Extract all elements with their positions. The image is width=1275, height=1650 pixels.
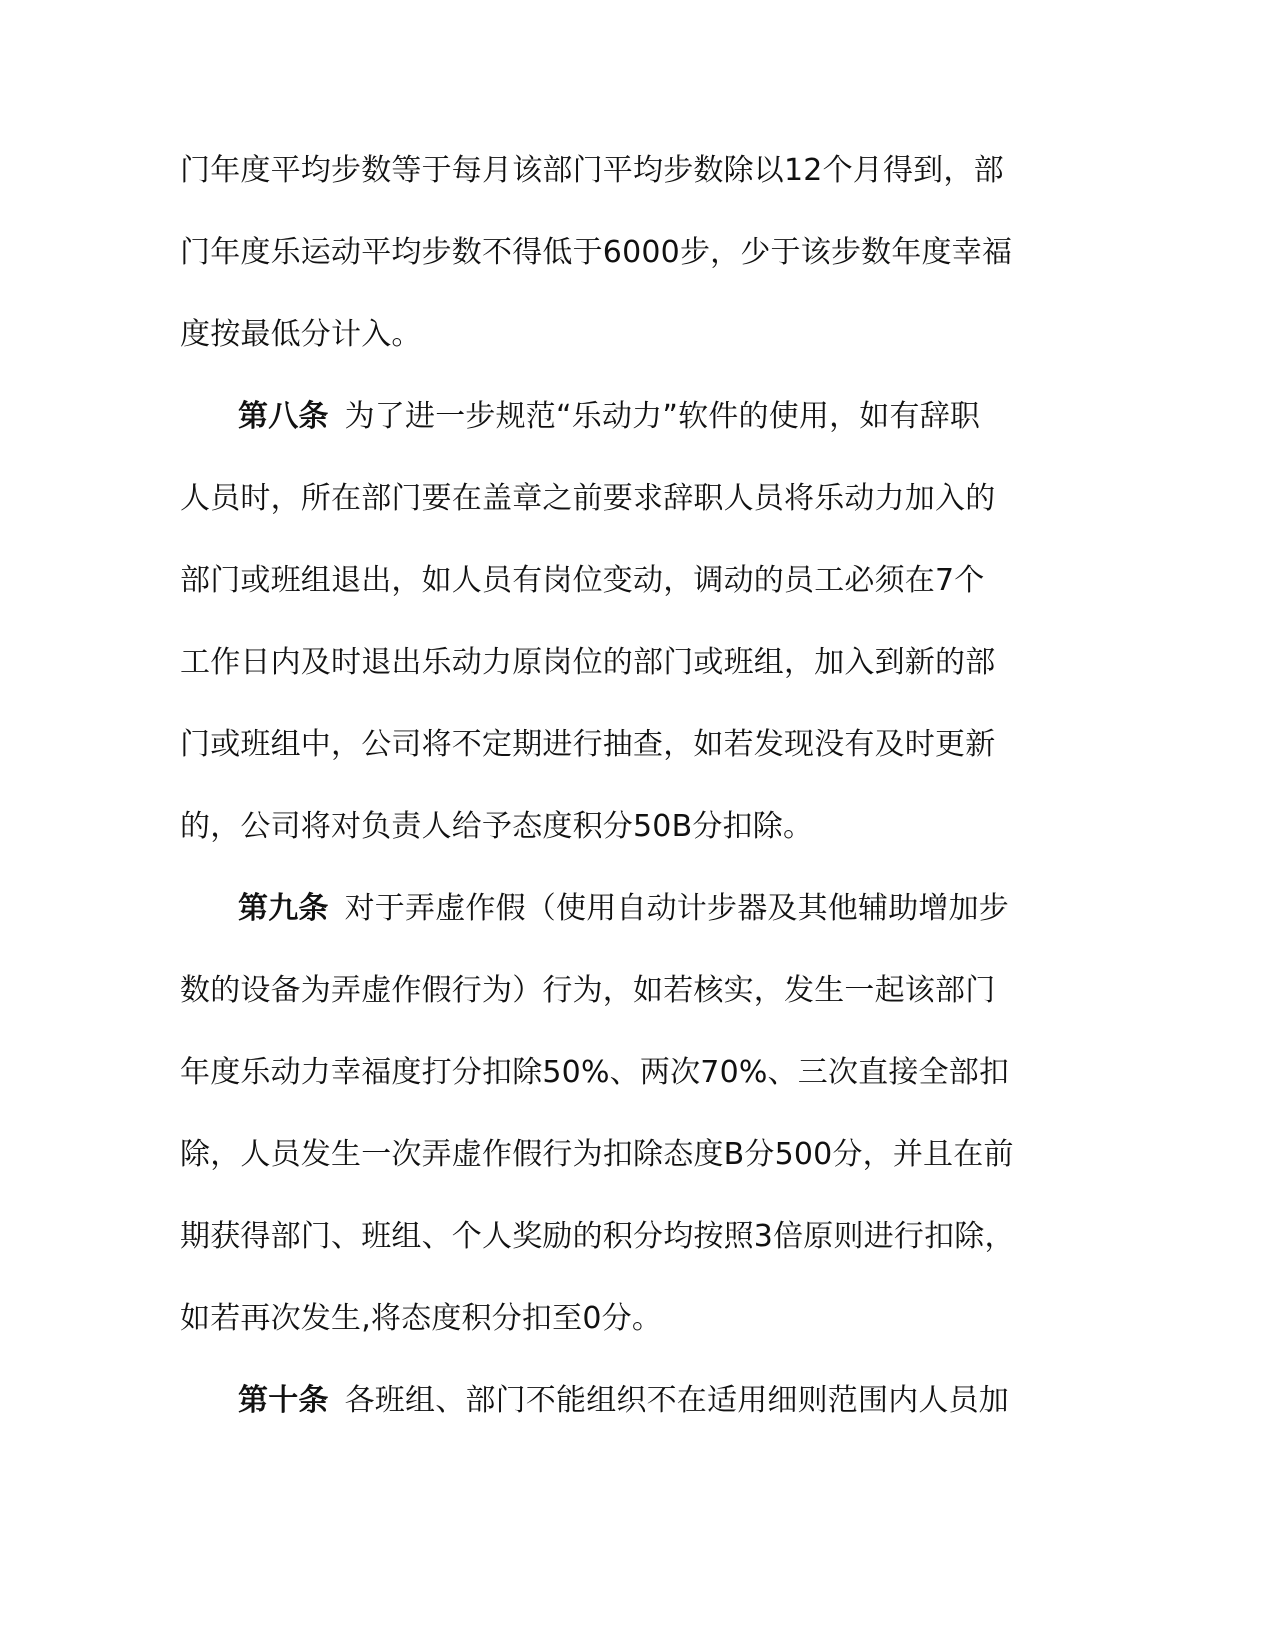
article-title: 第八条 [238,399,329,434]
text-line: 门或班组中，公司将不定期进行抽查，如若发现没有及时更新 [180,727,996,762]
article-9 [180,868,1050,1360]
text-line: 门年度乐运动平均步数不得低于6000步，少于该步数年度幸福 [180,235,1013,270]
text-line: 期获得部门、班组、个人奖励的积分均按照3倍原则进行扣除， [180,1219,1015,1254]
text-span: 对于弄虚作假（使用自动计步器及其他辅助增加步 [344,891,1010,926]
article-first-line [180,1360,1050,1442]
article-10 [180,1360,1050,1442]
text-span: 各班组、部门不能组织不在适用细则范围内人员加 [344,1383,1010,1418]
article-title: 第九条 [238,891,329,926]
text-line: 人员时，所在部门要在盖章之前要求辞职人员将乐动力加入的 [180,481,996,516]
text-span: 为了进一步规范“乐动力”软件的使用，如有辞职 [344,399,981,434]
text-line: 门年度平均步数等于每月该部门平均步数除以12个月得到，部 [180,153,1004,188]
document-page [180,130,1050,1442]
article-8 [180,376,1050,868]
text-line: 的，公司将对负责人给予态度积分50B分扣除。 [180,809,814,844]
text-line: 年度乐动力幸福度打分扣除50%、两次70%、三次直接全部扣 [180,1055,1010,1090]
text-line: 部门或班组退出，如人员有岗位变动，调动的员工必须在7个 [180,563,985,598]
text-line: 工作日内及时退出乐动力原岗位的部门或班组，加入到新的部 [180,645,996,680]
text-line: 数的设备为弄虚作假行为）行为，如若核实，发生一起该部门 [180,973,996,1008]
text-line: 如若再次发生,将态度积分扣至0分。 [180,1301,663,1336]
paragraph-continuation [180,130,1050,376]
article-first-line [180,376,1050,458]
text-line: 除，人员发生一次弄虚作假行为扣除态度B分500分，并且在前 [180,1137,1014,1172]
text-line: 度按最低分计入。 [180,317,422,352]
article-first-line [180,868,1050,950]
article-title: 第十条 [238,1383,329,1418]
